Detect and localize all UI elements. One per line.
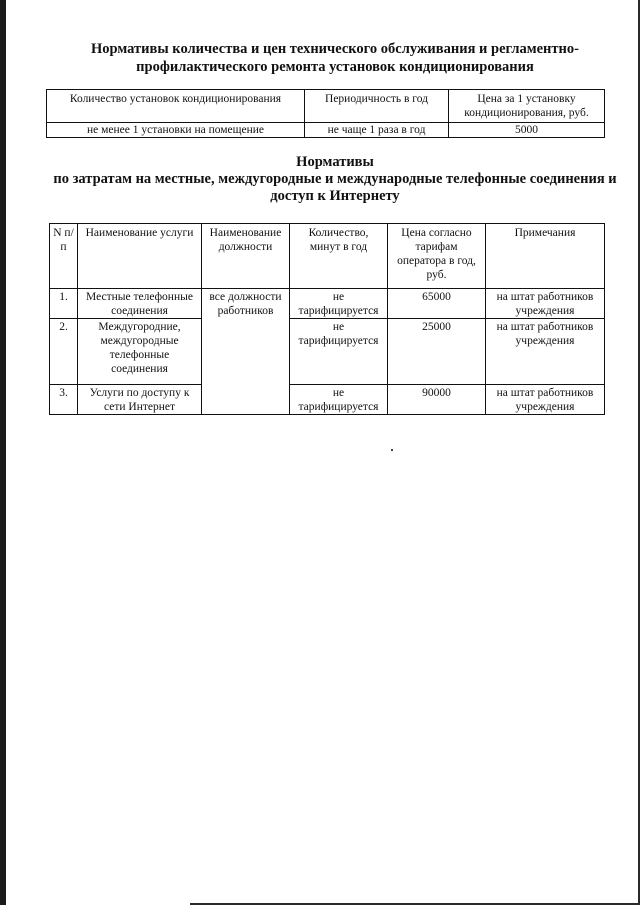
service-name: Междугородние, междугородные телефонные соединения xyxy=(78,319,202,385)
column-header: N п/п xyxy=(50,224,78,289)
table-cell: не чаще 1 раза в год xyxy=(305,123,449,138)
table-cell: не менее 1 установки на помещение xyxy=(47,123,305,138)
note-value: на штат работников учреждения xyxy=(486,319,605,385)
table-header-row xyxy=(47,90,605,123)
row-number: 1. xyxy=(50,289,78,319)
table-cell: 5000 xyxy=(449,123,605,138)
price-value: 25000 xyxy=(388,319,486,385)
note-value: на штат работников учреждения xyxy=(486,385,605,415)
section1-title: Нормативы количества и цен технического обслуживания и регламентно-профилактического ремонта установок кондиционирования xyxy=(91,41,579,75)
scan-edge-left xyxy=(0,0,6,905)
column-header: Цена за 1 установку кондиционирования, руб. xyxy=(449,90,605,123)
column-header: Цена согласно тарифам оператора в год, руб. xyxy=(388,224,486,289)
minutes-value: не тарифицируется xyxy=(290,289,388,319)
table-header-row xyxy=(50,224,605,289)
section2-title xyxy=(40,154,630,205)
column-header: Количество установок кондиционирования xyxy=(47,90,305,123)
section2-title-line1: Нормативы xyxy=(296,154,374,170)
minutes-value: не тарифицируется xyxy=(290,319,388,385)
minutes-value: не тарифицируется xyxy=(290,385,388,415)
table-row xyxy=(50,289,605,319)
telephony-table xyxy=(49,223,605,415)
service-name: Местные телефонные соединения xyxy=(78,289,202,319)
service-name: Услуги по доступу к сети Интернет xyxy=(78,385,202,415)
table-row xyxy=(50,385,605,415)
price-value: 65000 xyxy=(388,289,486,319)
column-header: Примечания xyxy=(486,224,605,289)
price-value: 90000 xyxy=(388,385,486,415)
column-header: Периодичность в год xyxy=(305,90,449,123)
position-name: все должности работников xyxy=(202,289,290,415)
column-header: Наименование услуги xyxy=(78,224,202,289)
row-number: 2. xyxy=(50,319,78,385)
section2-title-line2: по затратам на местные, междугородные и международные телефонные соединения и доступ к Интернету xyxy=(53,171,617,204)
table-row xyxy=(50,319,605,385)
note-value: на штат работников учреждения xyxy=(486,289,605,319)
column-header: Наименование должности xyxy=(202,224,290,289)
table-row xyxy=(47,123,605,138)
scan-speck xyxy=(391,449,393,451)
maintenance-table xyxy=(46,89,605,138)
column-header: Количество, минут в год xyxy=(290,224,388,289)
row-number: 3. xyxy=(50,385,78,415)
